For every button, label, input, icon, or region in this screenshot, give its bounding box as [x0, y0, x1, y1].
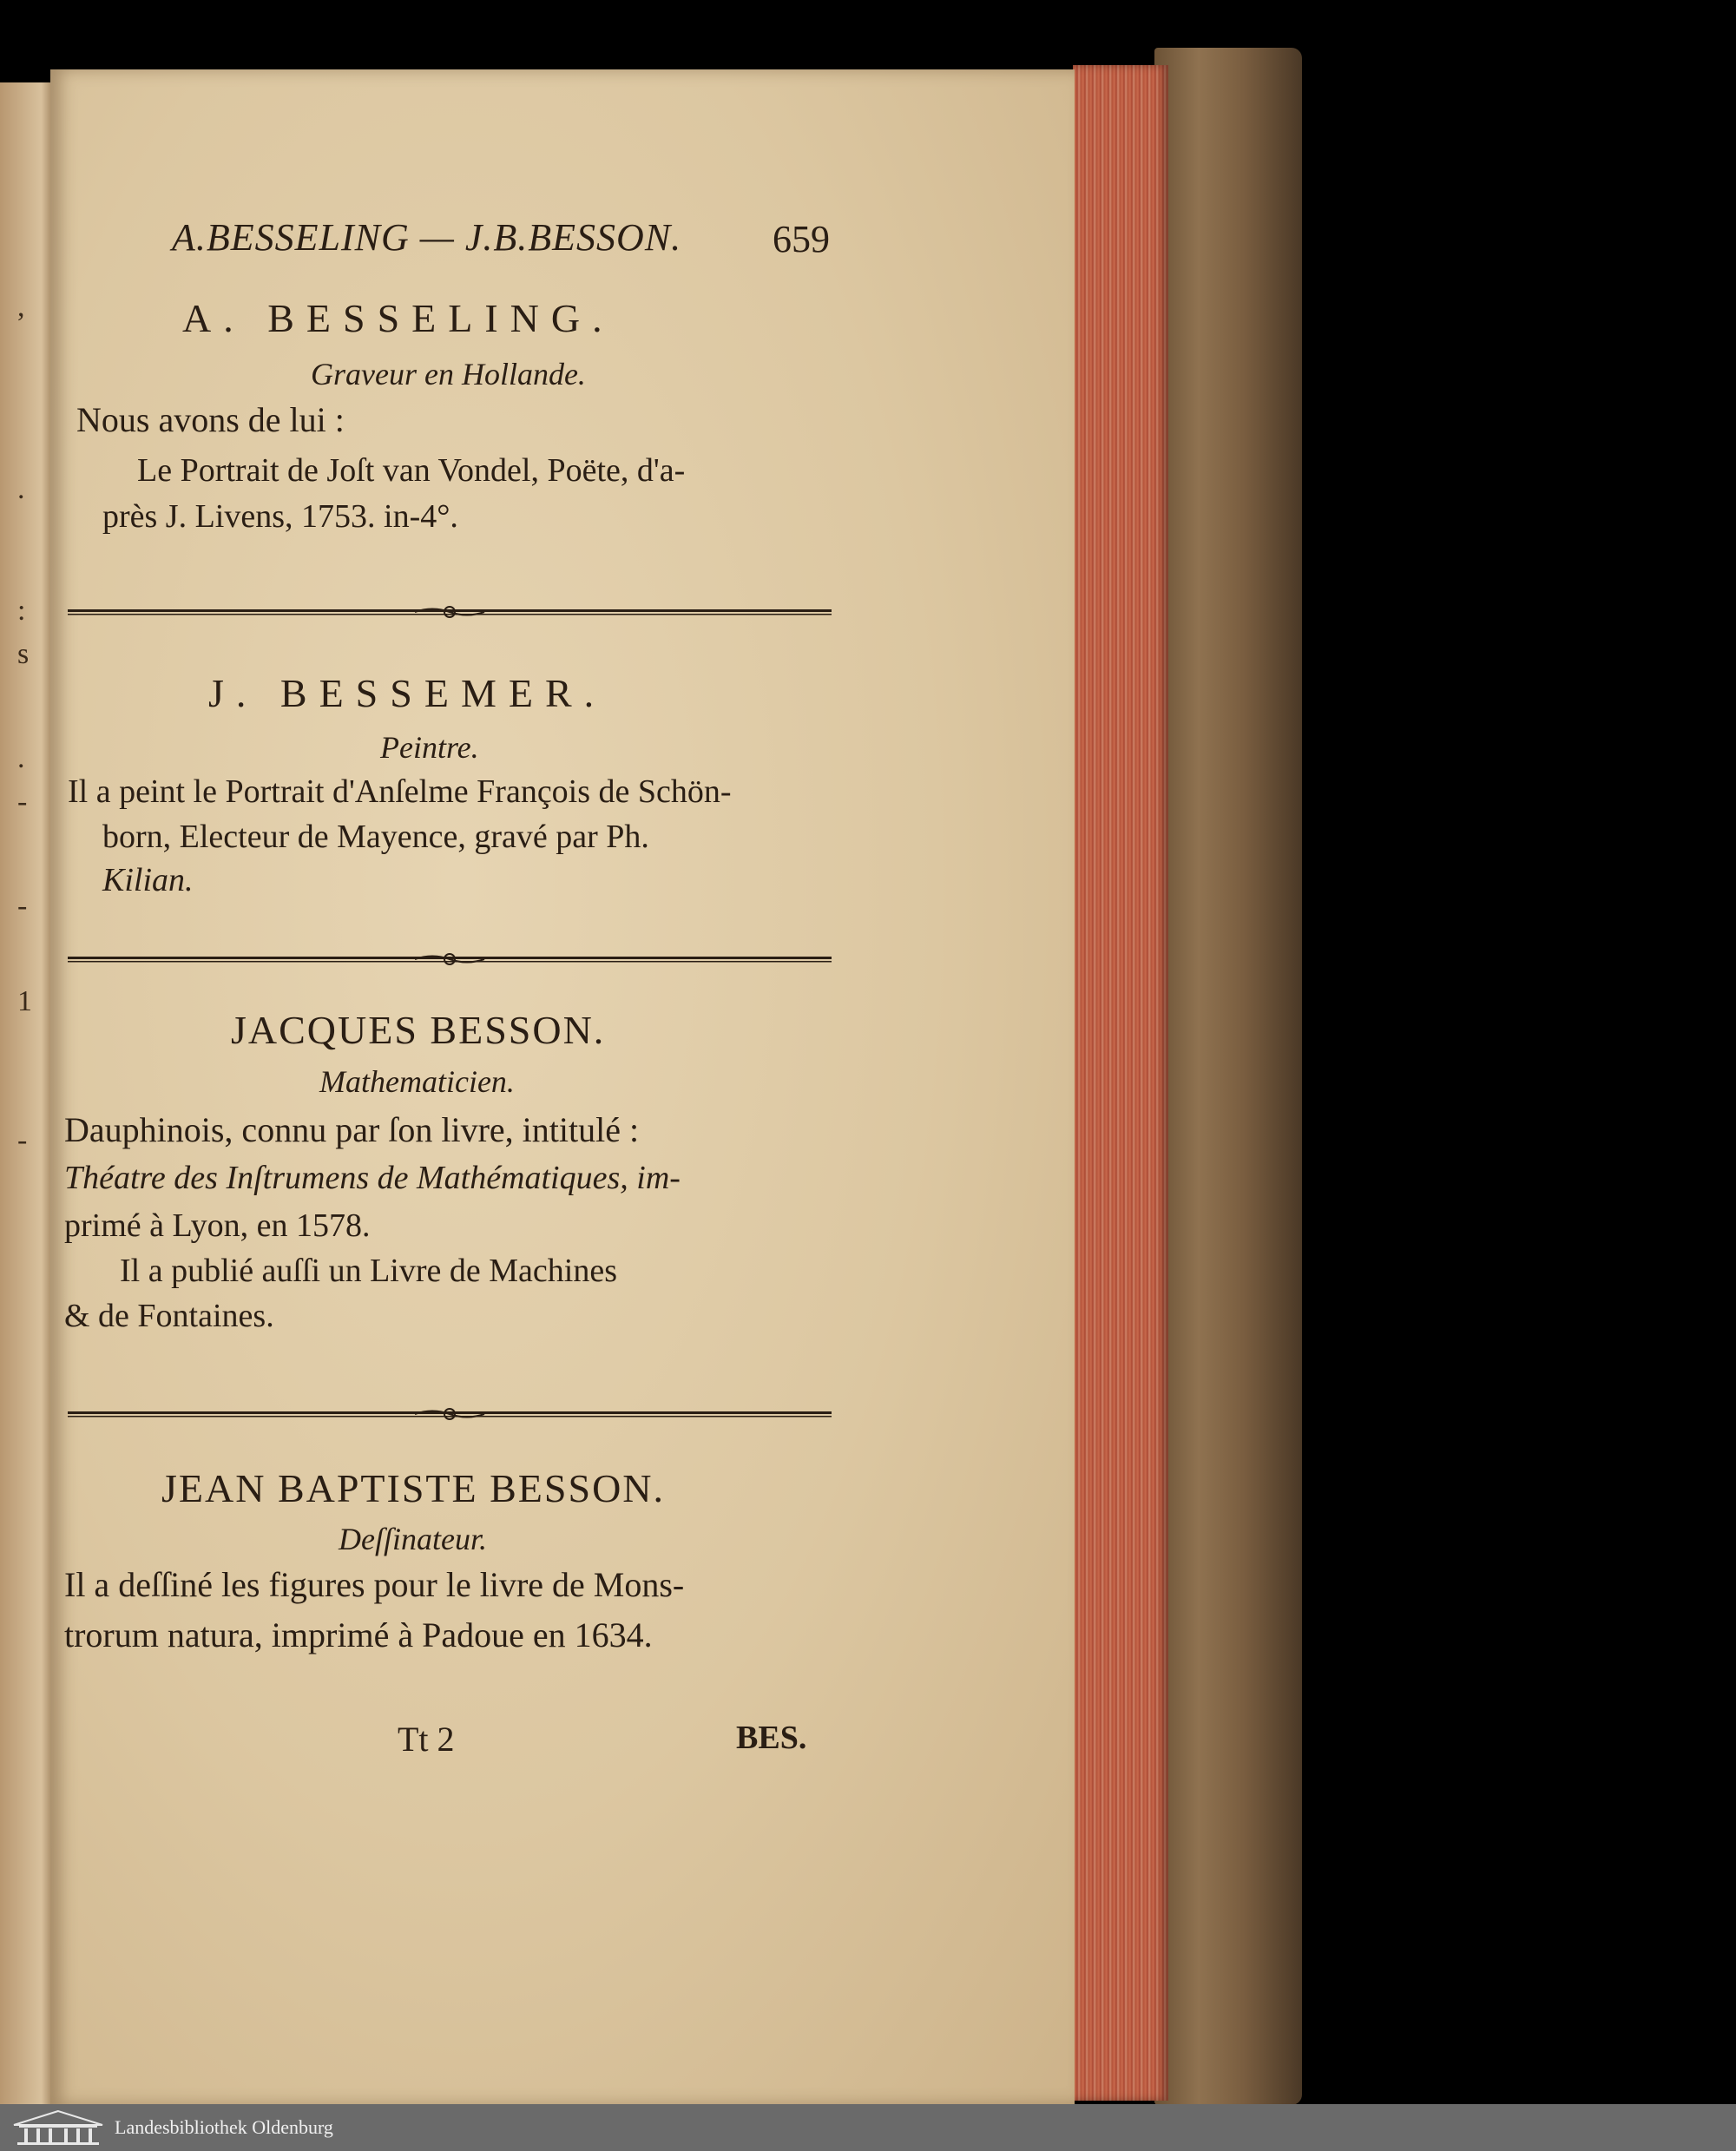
library-building-icon [12, 2109, 104, 2146]
entry-name: JACQUES BESSON. [231, 1008, 606, 1052]
margin-mark: - [17, 1124, 28, 1156]
margin-mark: , [17, 291, 25, 323]
running-title: A.BESSELING — J.B.BESSON. [172, 216, 682, 259]
margin-mark: - [17, 890, 28, 922]
margin-mark: . [17, 473, 25, 505]
library-footer-bar [0, 2104, 1736, 2151]
entry-text-line: born, Electeur de Mayence, gravé par Ph. [102, 819, 649, 855]
ornamental-rule [68, 606, 832, 618]
entry-text-line: primé à Lyon, en 1578. [64, 1207, 371, 1244]
entry-text-line: Il a publié auſſi un Livre de Machines [120, 1253, 617, 1289]
margin-mark: : [17, 595, 26, 627]
entry-text-line: trorum natura, imprimé à Padoue en 1634. [64, 1615, 653, 1654]
entry-text-line: Kilian. [102, 862, 194, 898]
entry-text-line: Nous avons de lui : [76, 400, 345, 439]
margin-mark: s [17, 638, 30, 670]
entry-role: Mathematicien. [319, 1064, 515, 1099]
page-number: 659 [773, 218, 830, 260]
entry-name: J. BESSEMER. [208, 671, 607, 715]
margin-mark: . [17, 742, 25, 774]
entry-name: A. BESSELING. [182, 296, 615, 340]
library-name: Landesbibliothek Oldenburg [115, 2116, 333, 2138]
entry-role: Peintre. [380, 730, 479, 765]
ornamental-rule [68, 1408, 832, 1420]
entry-text-line: près J. Livens, 1753. in-4°. [102, 498, 458, 535]
book-cover [1154, 48, 1302, 2105]
margin-mark: 1 [17, 985, 32, 1017]
entry-text-line: Dauphinois, connu par ſon livre, intitulé : [64, 1110, 640, 1149]
book-page [50, 69, 1075, 2105]
margin-mark: - [17, 786, 28, 818]
entry-role: Graveur en Hollande. [311, 357, 586, 391]
entry-role: Deſſinateur. [339, 1522, 487, 1556]
entry-name: JEAN BAPTISTE BESSON. [161, 1466, 666, 1510]
ornamental-rule [68, 953, 832, 965]
entry-text-line: Théatre des Inſtrumens de Mathématiques, im- [64, 1160, 681, 1196]
catchword: BES. [736, 1720, 807, 1756]
signature-mark: Tt 2 [398, 1720, 455, 1759]
page-edges [1073, 65, 1168, 2101]
entry-text-line: Le Portrait de Joſt van Vondel, Poëte, d'a- [137, 452, 686, 489]
entry-text-line: & de Fontaines. [64, 1298, 274, 1334]
entry-text-line: Il a deſſiné les figures pour le livre de Mons- [64, 1565, 685, 1604]
entry-text-line: Il a peint le Portrait d'Anſelme François de Schön- [68, 773, 732, 810]
